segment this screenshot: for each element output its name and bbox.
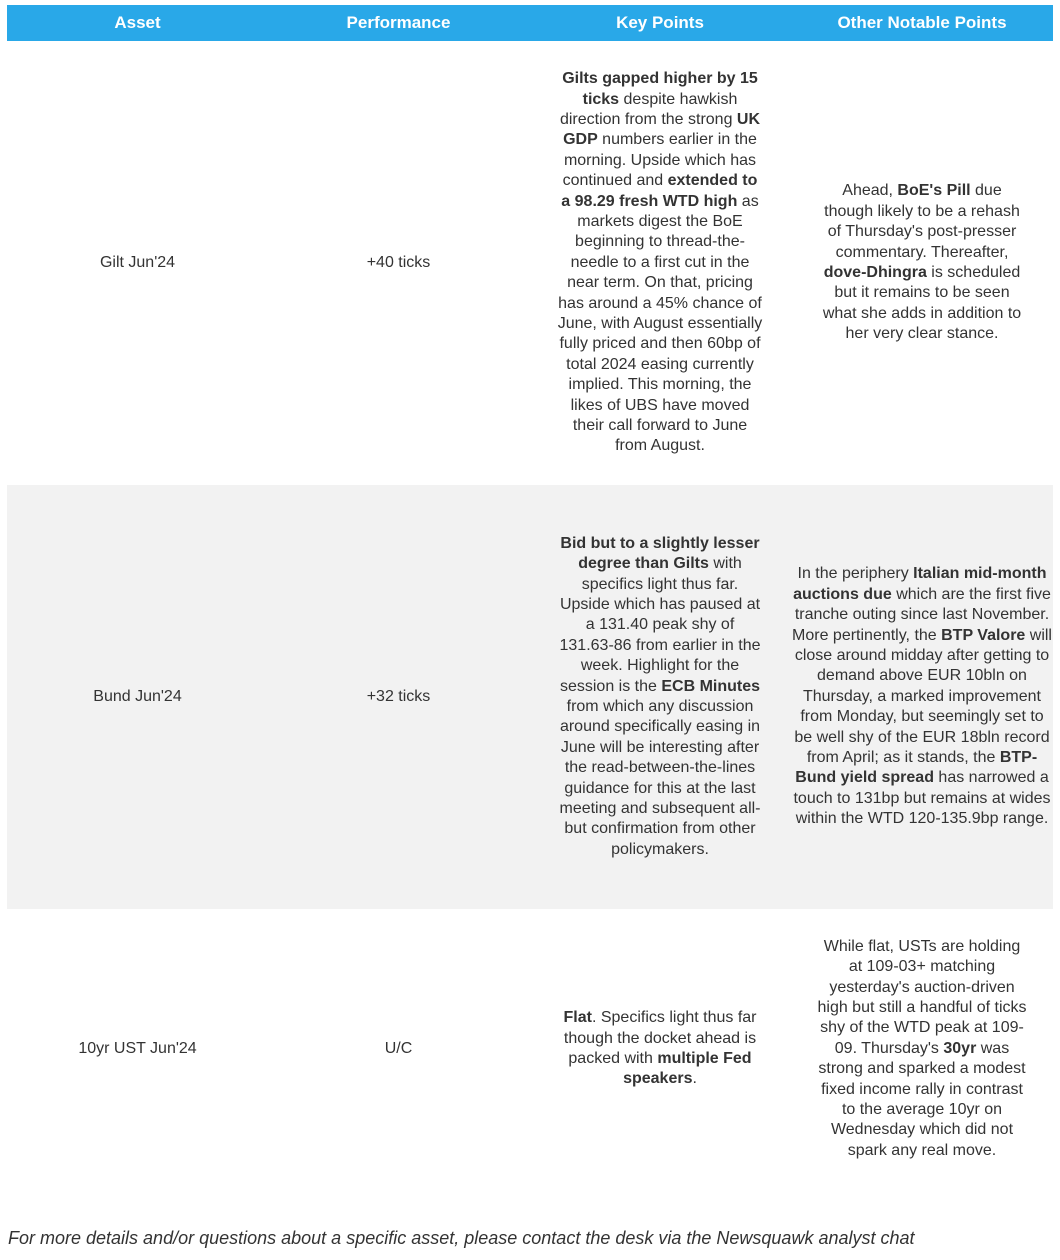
footer-note: For more details and/or questions about a specific asset, please contact the desk via the Newsquawk analyst chat: [8, 1228, 915, 1248]
table-row: [7, 485, 1053, 909]
bold-text: dove-Dhingra: [823, 264, 927, 281]
bold-text: Flat: [563, 1009, 592, 1027]
bold-text: Italian mid-month auctions due: [793, 565, 1047, 603]
header-other-points: Other Notable Points: [791, 5, 1053, 41]
header-asset: Asset: [7, 5, 268, 41]
table-header-row: [7, 5, 1053, 41]
key-points-cell: [529, 909, 791, 1189]
bold-text: UK GDP: [563, 110, 761, 149]
bold-text: extended to a 98.29 fresh WTD high: [561, 172, 758, 210]
table-row: [7, 909, 1053, 1189]
asset-cell: Bund Jun'24: [7, 485, 268, 909]
text-run: which are the first five tranche outing since last November. More pertinently, the: [792, 585, 1051, 644]
asset-performance-table: [7, 5, 1053, 1189]
bold-text: BoE's Pill: [897, 182, 971, 200]
text-run: due though likely to be a rehash of Thursday's post-presser commentary. Thereafter,: [824, 182, 1020, 261]
bold-text: 30yr: [943, 1039, 977, 1057]
text-run: has narrowed a touch to 131bp but remains at wides within the WTD 120-135.9bp range.: [793, 769, 1051, 828]
other-points-cell: [791, 909, 1053, 1189]
text-run: despite hawkish direction from the strong: [559, 90, 738, 128]
text-run: is scheduled but it remains to be seen what she adds in addition to her very clear stance.: [822, 264, 1022, 343]
key-points-cell: [529, 485, 791, 909]
text-run: .: [692, 1070, 697, 1088]
table-row: [7, 41, 1053, 485]
text-run: from which any discussion around specifically easing in June will be interesting after the read-between-the-lines guidance for this at the last meeting and subsequent all-but confirmation from other policymakers.: [559, 698, 761, 858]
key-points-cell: [529, 41, 791, 485]
text-run: Ahead,: [842, 182, 898, 200]
other-points-cell: [791, 41, 1053, 485]
performance-cell: U/C: [384, 1039, 413, 1057]
bold-text: Bid but to a slightly lesser degree than Gilts: [560, 534, 760, 573]
text-run: . Specifics light thus far though the docket ahead is packed with: [563, 1009, 757, 1067]
performance-cell: +40 ticks: [366, 253, 431, 271]
header-key-points: Key Points: [529, 5, 791, 41]
text-run: While flat, USTs are holding at 109-03+ matching yesterday's auction-driven high but still a handful of ticks shy of the WTD peak at 109-09. Thursday's: [817, 937, 1027, 1057]
text-run: will close around midday after getting to demand above EUR 10bln on Thursday, a marked improvement from Monday, but seemingly set to be well shy of the EUR 18bln record from April; as it stands, the: [794, 626, 1052, 767]
other-points-cell: [791, 485, 1053, 909]
bold-text: BTP-Bund yield spread: [795, 749, 1038, 787]
text-run: with specifics light thus far. Upside which has paused at a 131.40 peak shy of 131.63-86 from earlier in the week. Highlight for the session is the: [559, 555, 761, 695]
bold-text: Gilts gapped higher by 15 ticks: [562, 70, 758, 108]
bold-text: ECB Minutes: [661, 677, 761, 695]
text-run: as markets digest the BoE beginning to thread-the-needle to a first cut in the near term. On that, pricing has around a 45% chance of June, with August essentially fully priced and then 60bp of total 2024 easing currently implied. This morning, the likes of UBS have moved their call forward to June from August.: [557, 192, 763, 455]
text-run: numbers earlier in the morning. Upside which has continued and: [562, 131, 757, 190]
header-performance: Performance: [268, 5, 529, 41]
text-run: was strong and sparked a modest fixed income rally in contrast to the average 10yr on Wednesday which did not spark any real move.: [818, 1039, 1026, 1159]
bold-text: multiple Fed speakers: [623, 1050, 752, 1088]
performance-cell: +32 ticks: [268, 485, 529, 909]
asset-cell: 10yr UST Jun'24: [78, 1039, 197, 1057]
text-run: In the periphery: [797, 565, 914, 583]
asset-table-container: [7, 5, 1053, 1189]
bold-text: BTP Valore: [941, 626, 1026, 644]
asset-cell: Gilt Jun'24: [99, 253, 176, 271]
